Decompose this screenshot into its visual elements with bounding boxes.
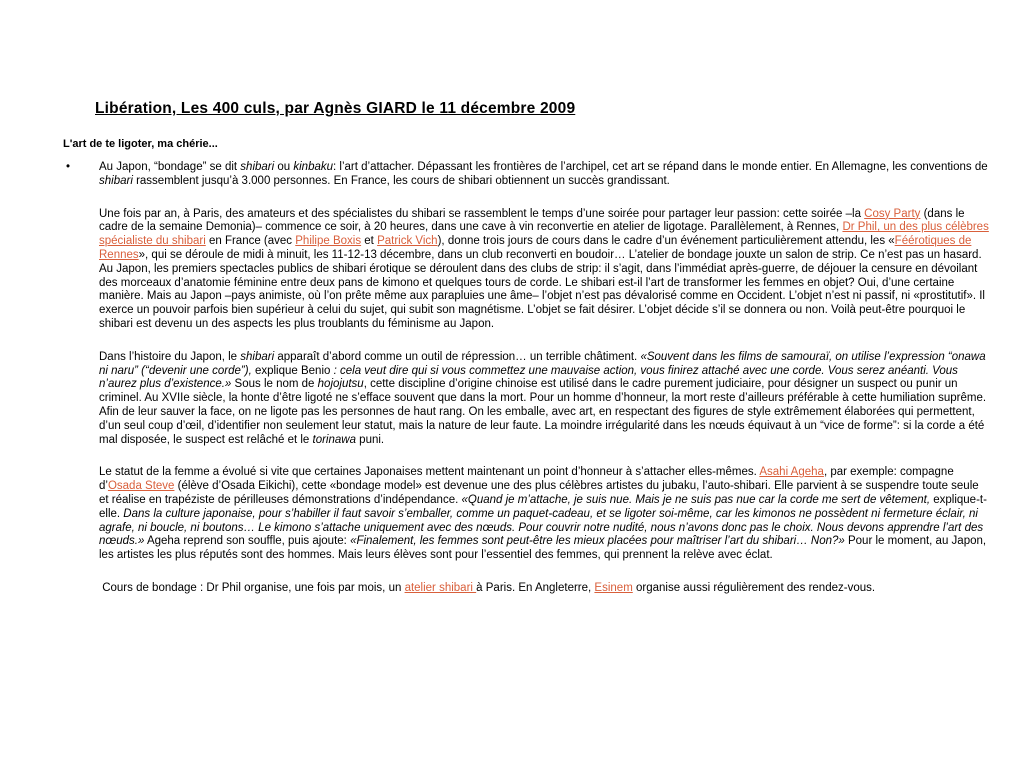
italic-text-run: torinawa xyxy=(312,433,356,446)
text-run: explique-t-elle. xyxy=(99,493,987,520)
text-run: explique Benio xyxy=(251,364,334,377)
text-run: puni. xyxy=(355,433,385,446)
italic-text-run: shibari xyxy=(99,174,133,187)
text-run: apparaît d’abord comme un outil de répression… un terrible châtiment. xyxy=(274,350,641,363)
italic-text-run: shibari xyxy=(240,350,275,363)
paragraph-5 xyxy=(99,582,989,596)
text-run: Cours de bondage : Dr Phil organise, une fois par mois, un xyxy=(99,581,405,594)
text-run: ), donne trois jours de cours dans le cadre d’un événement particulièrement attendu, les « xyxy=(437,235,895,248)
link-esinem[interactable]: Esinem xyxy=(594,581,633,594)
text-run: rassemblent jusqu’à 3.000 personnes. En France, les cours de shibari obtiennent un succès grandissant. xyxy=(132,174,670,187)
link-cosy-party[interactable]: Cosy Party xyxy=(864,207,921,220)
paragraph-4 xyxy=(99,466,989,563)
link-asahi-ageha[interactable]: Asahi Ageha xyxy=(759,466,824,479)
text-run: , cette discipline d’origine chinoise est utilisé dans le cadre purement judiciaire, pour désigner un suspect ou punir un criminel. Au XVIIe siècle, la honte d’être ligoté ne s’efface souvent que dans la mort. Pour un homme d’honneur, la mort reste d’ailleurs préférable à cette humiliation suprême. Afin de leur sauver la face, on ne ligote pas les personnes de haut rang. On les emballe, avec art, en respectant des figures de style extrêmement élaborées qui permettent, d’un seul coup d’œil, d’identifier non seulement leur statut, mais la nature de leur faute. La moindre irrégularité dans les nœuds équivaut à un “vice de forme”: si la corde a été mal disposée, le suspect est relâché et le xyxy=(99,378,987,446)
text-run: et xyxy=(361,235,378,248)
italic-text-run: shibari xyxy=(240,161,275,173)
article-heading: L'art de te ligoter, ma chérie... xyxy=(63,138,218,150)
text-run: , par exemple: compagne d’ xyxy=(99,466,954,493)
text-run: organise aussi régulièrement des rendez-vous. xyxy=(632,581,876,594)
italic-text-run: hojojutsu xyxy=(317,378,364,391)
page-title: Libération, Les 400 culs, par Agnès GIARD le 11 décembre 2009 xyxy=(95,100,576,117)
text-run: Ageha reprend son souffle, puis ajoute: xyxy=(144,535,351,548)
italic-text-run: kinbaku xyxy=(293,161,334,173)
italic-text-run: Dans la culture japonaise, pour s’habiller il faut savoir s’emballer, comme un paquet-cadeau, et se ligoter soi-même, car les kimonos ne possèdent ni fermeture éclair, ni agrafe, ni boucle, ni boutons… Le kimono s’attache uniquement avec des nœuds. Pour couvrir notre nudité, nous n’avons donc pas le choix. Nous devons apprendre l’art des nœuds.» xyxy=(99,507,984,548)
link-osada-steve[interactable]: Osada Steve xyxy=(107,480,175,493)
article-body xyxy=(66,161,989,596)
link-dr-phil[interactable]: Dr Phil, un des plus célèbres spécialiste du shibari xyxy=(99,221,989,248)
text-run: Pour le moment, au Japon, les artistes les plus réputés sont des hommes. Mais leurs élèves sont pour l’essentiel des femmes, qui prennent la relève avec éclat. xyxy=(99,535,987,562)
text-run: (élève d’Osada Eikichi), cette «bondage model» est devenue une des plus célèbres artistes du jubaku, l’auto-shibari. Elle parvient à se suspendre toute seule et réalise en trapéziste de périlleuses démonstrations d’indépendance. xyxy=(99,480,979,506)
text-run: », qui se déroule de midi à minuit, les 11-12-13 décembre, dans un club reconverti en boudoir… L’atelier de bondage jouxte un salon de strip. Ce n’est pas un hasard. Au Japon, les premiers spectacles publics de shibari érotique se déroulent dans des clubs de strip: il s’agit, dans l’immédiat après-guerre, de déjouer la censure en dévoilant des morceaux d’anatomie féminine entre deux pans de kimono et quelques tours de corde. Le shibari est-il l’art de transformer les femmes en objet? Oui, d’une certaine manière. Mais au Japon –pays animiste, où l’on prête même aux parapluies une âme– l’objet n’est pas dévalorisé comme en Occident. L’objet n’est ni passif, ni «prostitutif». Il exerce un pouvoir parfois bien supérieur à celui du sujet, qui subit son magnétisme. L’objet se fait désirer. L’objet décide s’il se donnera ou non. Voilà peut-être pourquoi le shibari est devenu un des aspects les plus troublants du féminisme au Japon. xyxy=(99,248,985,330)
italic-text-run: : cela veut dire qui si vous commettez une mauvaise action, vous finirez attaché avec une corde. Vous serez anéanti. Vous n’aurez plus d’existence.» xyxy=(99,364,958,391)
text-run: Sous le nom de xyxy=(231,378,318,391)
link-philipe-boxis[interactable]: Philipe Boxis xyxy=(295,235,362,248)
link-feerotiques-de-rennes[interactable]: Féérotiques de Rennes xyxy=(99,235,972,261)
italic-text-run: «Finalement, les femmes sont peut-être les mieux placées pour maîtriser l’art du shibari… Non?» xyxy=(350,535,845,548)
text-run: : l’art d’attacher. Dépassant les frontières de l’archipel, cet art se répand dans le monde entier. En Allemagne, les conventions de xyxy=(333,161,988,173)
text-run: Au Japon, “bondage” se dit xyxy=(99,161,241,173)
text-run: Le statut de la femme a évolué si vite que certaines Japonaises mettent maintenant un point d’honneur à s’attacher elles-mêmes. xyxy=(99,466,760,479)
link-atelier-shibari[interactable]: atelier shibari xyxy=(404,581,477,594)
link-patrick-vich[interactable]: Patrick Vich xyxy=(377,235,438,248)
paragraph-3 xyxy=(99,351,989,448)
italic-text-run: «Quand je m’attache, je suis nue. Mais je ne suis pas nue car la corde me sert de vêtement, xyxy=(461,493,931,506)
paragraph-1 xyxy=(66,161,989,189)
bullet-marker: • xyxy=(66,161,71,173)
text-run: à Paris. En Angleterre, xyxy=(476,581,595,594)
italic-text-run: «Souvent dans les films de samouraï, on utilise l’expression “onawa ni naru” (“devenir une corde”), xyxy=(99,350,986,377)
text-run: Dans l’histoire du Japon, le xyxy=(99,350,241,363)
paragraph-2 xyxy=(99,208,989,332)
text-run: ou xyxy=(274,161,294,173)
text-run: Une fois par an, à Paris, des amateurs et des spécialistes du shibari se rassemblent le temps d’une soirée pour partager leur passion: cette soirée –la xyxy=(99,207,865,220)
text-run: en France (avec xyxy=(205,235,296,248)
text-run: (dans le cadre de la semaine Demonia)– commence ce soir, à 20 heures, dans une cave à vin reconvertie en atelier de ligotage. Parallèlement, à Rennes, xyxy=(99,207,965,234)
